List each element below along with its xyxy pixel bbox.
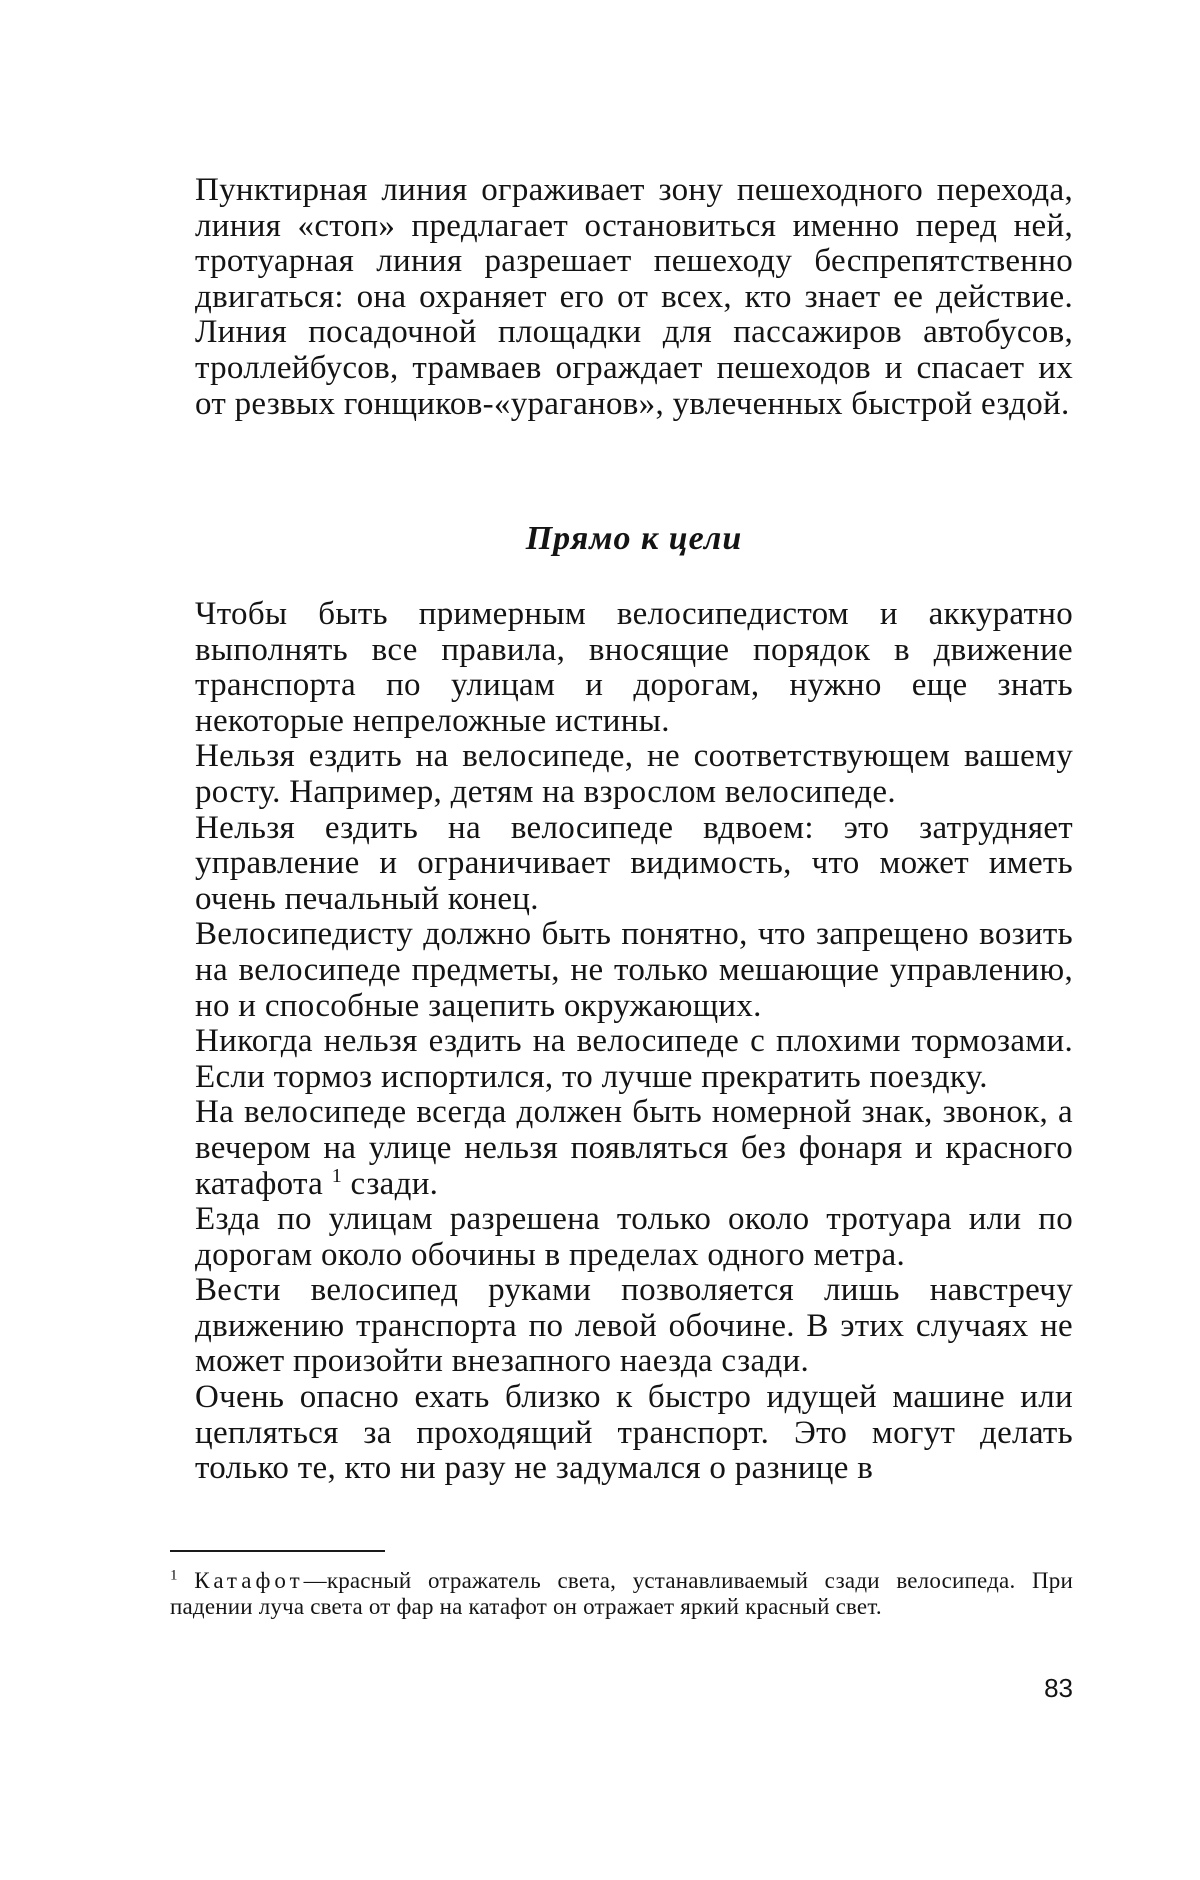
paragraph-9: Очень опасно ехать близко к быстро идущей машине или цепляться за проходящий транспорт. Это могут делать только те, кто ни разу не задумался о разнице в xyxy=(195,1380,1073,1487)
footnote xyxy=(170,1568,1073,1620)
paragraph-5: Никогда нельзя ездить на велосипеде с плохими тормозами. Если тормоз испортился, то лучше прекратить поездку. xyxy=(195,1024,1073,1095)
paragraph-3: Нельзя ездить на велосипеде вдвоем: это затрудняет управление и ограничивает видимость, что может иметь очень печальный конец. xyxy=(195,811,1073,918)
section-heading: Прямо к цели xyxy=(195,520,1073,558)
paragraph-2: Нельзя ездить на велосипеде, не соответствующем вашему росту. Например, детям на взрослом велосипеде. xyxy=(195,739,1073,810)
footnote-text: —красный отражатель света, устанавливаемый сзади велосипеда. При падении луча света от фар на катафот он отражает яркий красный свет. xyxy=(170,1568,1073,1619)
paragraph-7: Езда по улицам разрешена только около тротуара или по дорогам около обочины в пределах одного метра. xyxy=(195,1202,1073,1273)
footnote-reference: 1 xyxy=(332,1165,342,1187)
footnote-mark: 1 xyxy=(170,1567,178,1583)
book-page xyxy=(0,0,1200,1880)
paragraph-6-text: На велосипеде всегда должен быть номерной знак, звонок, а вечером на улице нельзя появляться без фонаря и красного катафота xyxy=(195,1094,1073,1201)
paragraph-1: Чтобы быть примерным велосипедистом и аккуратно выполнять все правила, вносящие порядок в движение транспорта по улицам и дорогам, нужно еще знать некоторые непреложные истины. xyxy=(195,597,1073,739)
page-number: 83 xyxy=(1030,1673,1073,1704)
section-body xyxy=(195,597,1073,1487)
paragraph-6 xyxy=(195,1095,1073,1202)
paragraph-6-end: сзади. xyxy=(342,1166,438,1202)
footnote-term: Катафот xyxy=(194,1568,303,1593)
footnote-divider xyxy=(170,1550,385,1552)
intro-paragraph: Пунктирная линия ограживает зону пешеходного перехода, линия «стоп» предлагает остановиться именно перед ней, тротуарная линия разрешает пешеходу беспрепятственно двигаться: она охраняет его от всех, кто знает ее действие. Линия посадочной площадки для пассажиров автобусов, троллейбусов, трамваев ограждает пешеходов и спасает их от резвых гонщиков-«ураганов», увлеченных быстрой ездой. xyxy=(195,173,1073,422)
paragraph-4: Велосипедисту должно быть понятно, что запрещено возить на велосипеде предметы, не только мешающие управлению, но и способные зацепить окружающих. xyxy=(195,917,1073,1024)
intro-paragraph-block xyxy=(195,173,1073,422)
paragraph-8: Вести велосипед руками позволяется лишь навстречу движению транспорта по левой обочине. В этих случаях не может произойти внезапного наезда сзади. xyxy=(195,1273,1073,1380)
